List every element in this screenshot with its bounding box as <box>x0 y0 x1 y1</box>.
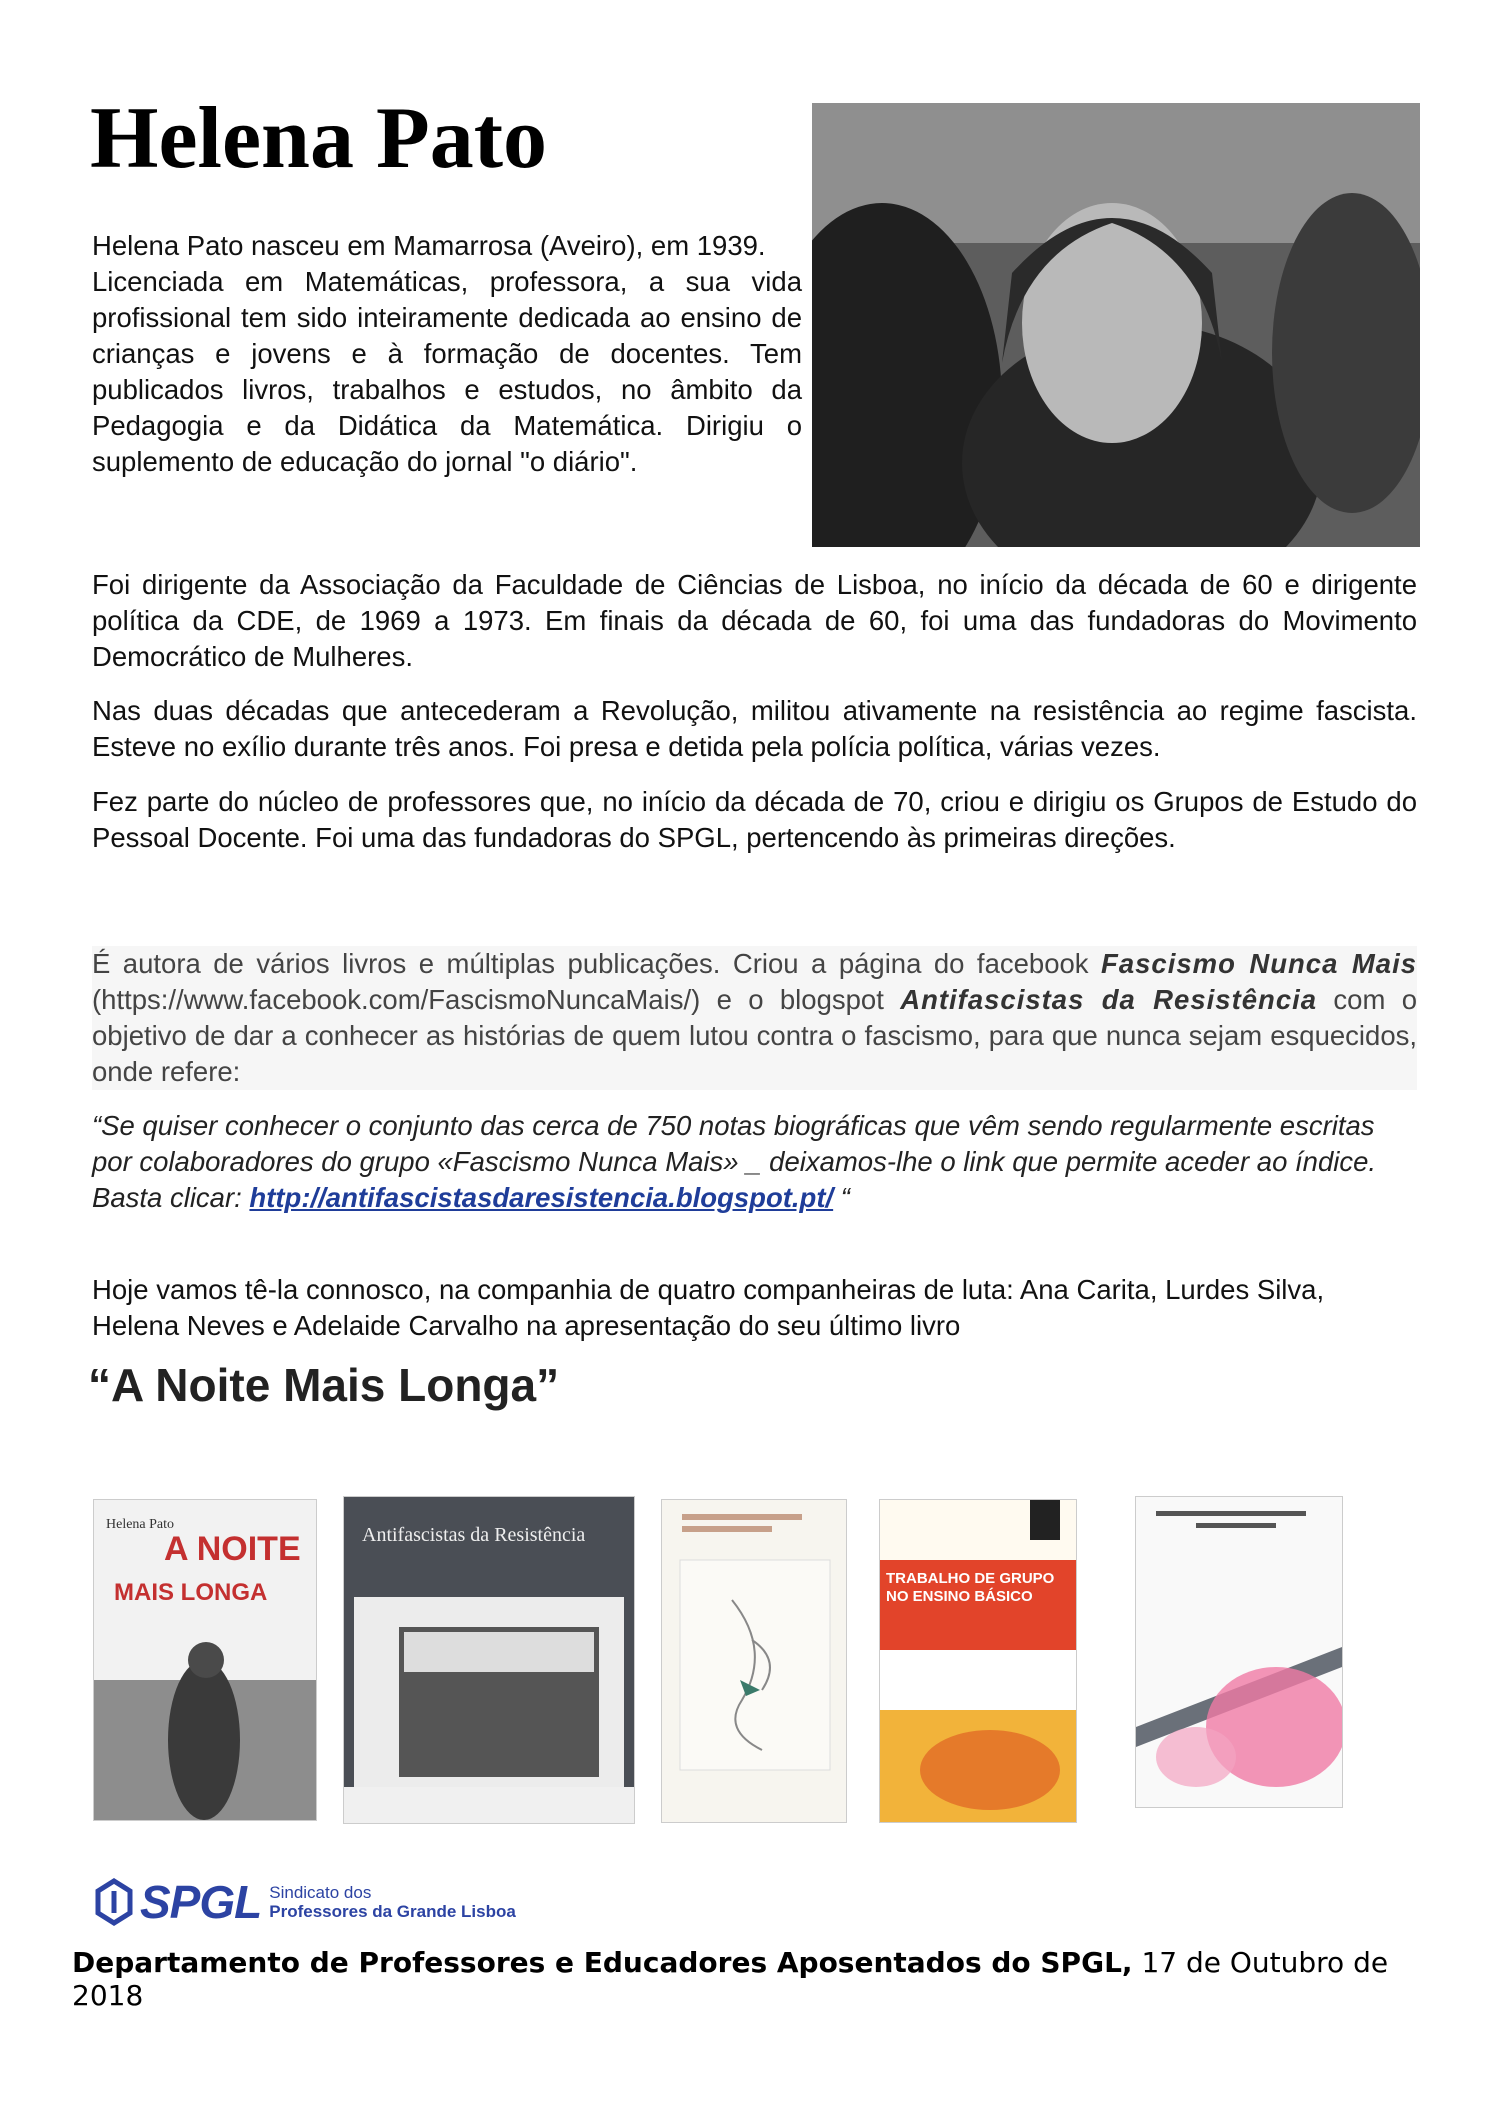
intro-career: Licenciada em Matemáticas, professora, a sua vida profissional tem sido inteiramente dedicada ao ensino de crianças e jovens e à formação de docentes. Tem publicados livros, trabalhos e estudos, no âmbito da Pedagogia e da Didática da Matemática. Dirigiu o suplemento de educação do jornal "o diário". <box>92 266 802 477</box>
intro-text <box>92 228 802 480</box>
spgl-logo <box>92 1872 542 1932</box>
bio-paragraph: Foi dirigente da Associação da Faculdade de Ciências de Lisboa, no início da década de 60 e dirigente política da CDE, de 1969 a 1973. Em finais da década de 60, foi uma das fundadoras do Movimento Democrático de Mulheres. <box>92 569 1417 672</box>
event-paragraph: Hoje vamos tê-la connosco, na companhia de quatro companheiras de luta: Ana Carita, Lurdes Silva, Helena Neves e Adelaide Carvalho na apresentação do seu último livro <box>92 1274 1325 1341</box>
book-cover-trabalho-de-grupo <box>880 1500 1076 1822</box>
portrait-photo <box>812 103 1420 547</box>
cover-title-a: A NOITE <box>164 1530 301 1568</box>
spgl-logo-name: SPGL <box>140 1876 262 1928</box>
intro-birth: Helena Pato nasceu em Mamarrosa (Aveiro), em 1939. <box>92 230 766 261</box>
book-cover-pink-abstract <box>1136 1497 1342 1807</box>
author-text: com o objetivo de dar a conhecer as histórias de quem lutou contra o fascismo, para que nunca sejam esquecidos, onde refere: <box>92 984 1418 1087</box>
footer-date: 17 de Outubro de 2018 <box>72 1946 1389 2012</box>
cover-author: Helena Pato <box>106 1517 175 1532</box>
author-text: É autora de vários livros e múltiplas publicações. Criou a página do facebook <box>92 948 1102 979</box>
blog-link[interactable]: http://antifascistasdaresistencia.blogspot.pt/ <box>249 1182 834 1213</box>
book-cover-a-noite-mais-longa <box>94 1500 316 1820</box>
author-text: (https://www.facebook.com/FascismoNuncaMais/) e o blogspot <box>92 984 901 1015</box>
spgl-logo-sub1: Sindicato dos <box>269 1883 372 1902</box>
spgl-logo-icon <box>92 1877 136 1927</box>
footer <box>72 1946 1452 2012</box>
cover-title: TRABALHO DE GRUPO NO ENSINO BÁSICO <box>886 1570 1055 1605</box>
quote-text: “Se quiser conhecer o conjunto das cerca de 750 notas biográficas que vêm sendo regularmente escritas por colaboradores do grupo «Fascismo Nunca Mais» _ deixamos-lhe o link que permite aceder ao índice. Basta clicar: <box>92 1110 1377 1213</box>
spgl-logo-sub2: Professores da Grande Lisboa <box>269 1902 516 1921</box>
quote-close: “ <box>833 1182 850 1213</box>
quote-paragraph <box>92 1108 1417 1216</box>
footer-department: Departamento de Professores e Educadores Aposentados do SPGL, <box>72 1946 1133 1979</box>
cover-title: Antifascistas da Resistência <box>362 1524 586 1546</box>
blog-name: Antifascistas da Resistência <box>900 984 1318 1015</box>
bio-paragraph: Fez parte do núcleo de professores que, no início da década de 70, criou e dirigiu os Grupos de Estudo do Pessoal Docente. Foi uma das fundadoras do SPGL, pertencendo às primeiras direções. <box>92 786 1417 853</box>
book-cover-sketch <box>662 1500 846 1822</box>
facebook-page-name: Fascismo Nunca Mais <box>1101 948 1418 979</box>
book-title: “A Noite Mais Longa” <box>88 1359 560 1411</box>
spgl-logo-subtitle <box>269 1883 516 1921</box>
cover-title-b: MAIS LONGA <box>114 1579 268 1606</box>
author-paragraph <box>92 946 1417 1090</box>
page-title: Helena Pato <box>90 90 548 187</box>
bio-paragraph: Nas duas décadas que antecederam a Revolução, militou ativamente na resistência ao regime fascista. Esteve no exílio durante três anos. Foi presa e detida pela polícia política, várias vezes. <box>92 695 1417 762</box>
book-cover-antifascistas <box>344 1497 634 1823</box>
